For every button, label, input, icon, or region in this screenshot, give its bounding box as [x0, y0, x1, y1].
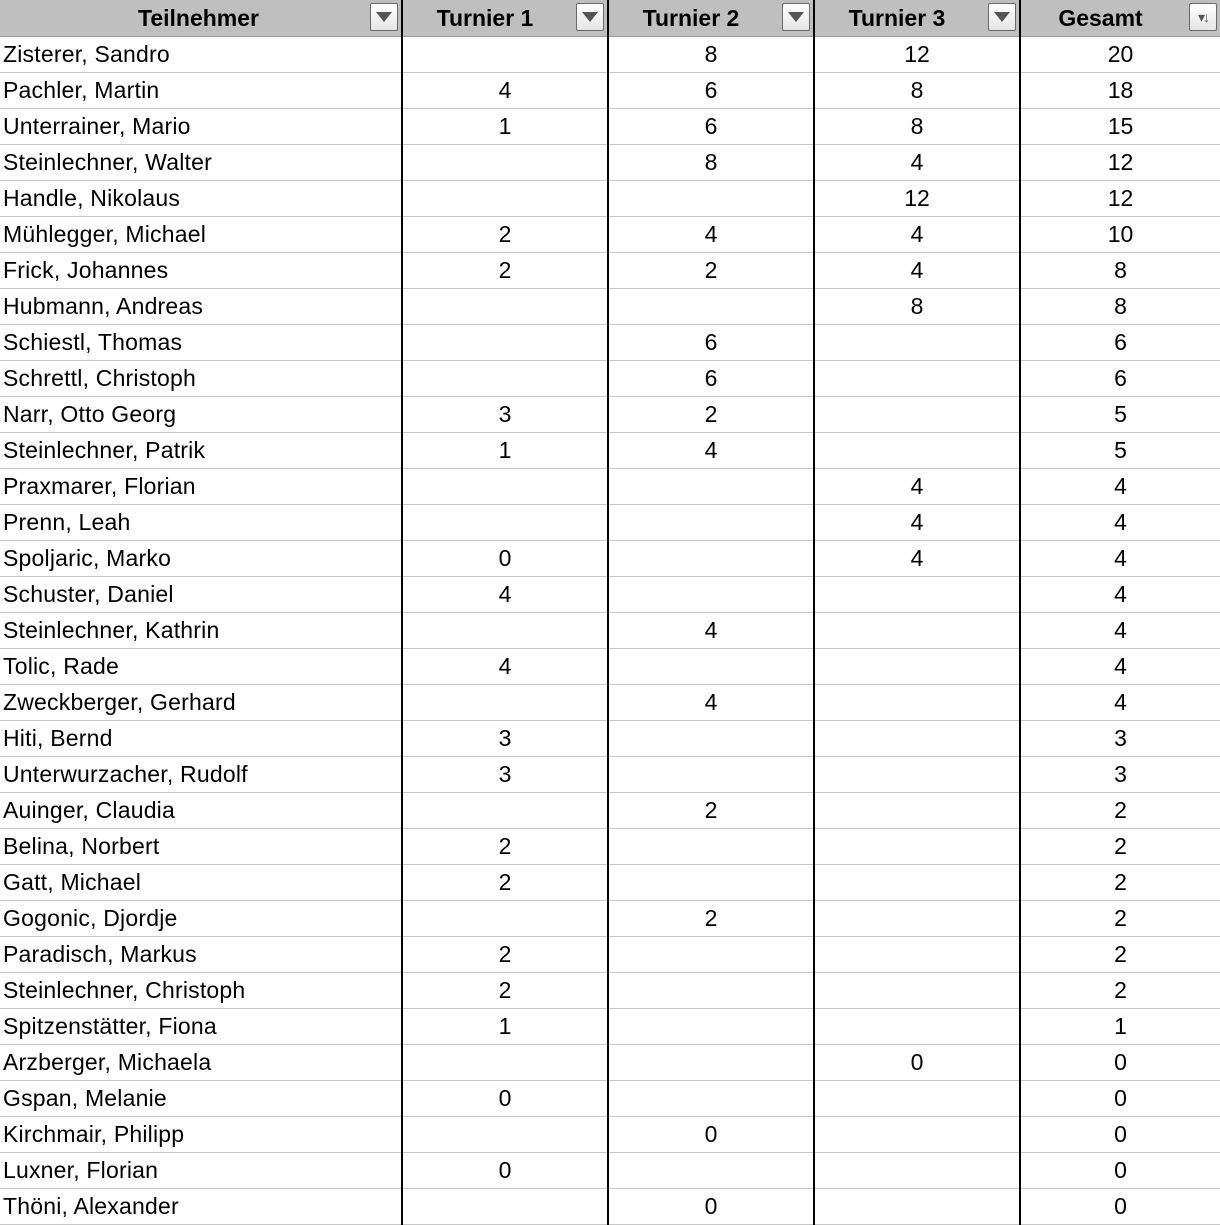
tournament-1-cell[interactable]: 0: [402, 541, 608, 577]
tournament-3-cell[interactable]: [814, 793, 1020, 829]
participant-name-cell[interactable]: Arzberger, Michaela: [0, 1045, 402, 1081]
table-row: [0, 73, 1220, 109]
tournament-2-cell[interactable]: [608, 829, 814, 865]
tournament-1-cell[interactable]: [402, 361, 608, 397]
participant-name-cell[interactable]: Steinlechner, Patrik: [0, 433, 402, 469]
tournament-3-cell[interactable]: [814, 937, 1020, 973]
total-cell[interactable]: 4: [1020, 649, 1220, 685]
dropdown-arrow-icon: [788, 12, 804, 22]
total-cell[interactable]: 1: [1020, 1009, 1220, 1045]
tournament-2-cell[interactable]: 0: [608, 1189, 814, 1225]
header-tournament-3: [814, 0, 1020, 37]
table-row: [0, 1045, 1220, 1081]
tournament-2-cell[interactable]: 8: [608, 145, 814, 181]
tournament-3-cell[interactable]: [814, 973, 1020, 1009]
tournament-3-cell[interactable]: 4: [814, 469, 1020, 505]
tournament-1-cell[interactable]: [402, 289, 608, 325]
tournament-3-cell[interactable]: 8: [814, 289, 1020, 325]
tournament-3-cell[interactable]: [814, 649, 1020, 685]
header-participant: [0, 0, 402, 37]
tournament-3-cell[interactable]: [814, 901, 1020, 937]
tournament-3-cell[interactable]: [814, 721, 1020, 757]
tournament-1-cell[interactable]: 2: [402, 937, 608, 973]
tournament-3-cell[interactable]: [814, 433, 1020, 469]
tournament-1-cell[interactable]: 2: [402, 253, 608, 289]
table-row: [0, 1009, 1220, 1045]
table-row: [0, 37, 1220, 73]
total-cell[interactable]: 0: [1020, 1045, 1220, 1081]
tournament-3-cell[interactable]: [814, 361, 1020, 397]
table-row: [0, 253, 1220, 289]
tournament-2-cell[interactable]: 6: [608, 325, 814, 361]
total-cell[interactable]: 10: [1020, 217, 1220, 253]
tournament-1-cell[interactable]: [402, 793, 608, 829]
table-row: [0, 541, 1220, 577]
participant-name-cell[interactable]: Paradisch, Markus: [0, 937, 402, 973]
total-cell[interactable]: 0: [1020, 1153, 1220, 1189]
tournament-2-cell[interactable]: [608, 505, 814, 541]
tournament-2-cell[interactable]: 2: [608, 253, 814, 289]
total-cell[interactable]: 5: [1020, 433, 1220, 469]
total-cell[interactable]: 0: [1020, 1117, 1220, 1153]
tournament-3-cell[interactable]: 12: [814, 37, 1020, 73]
participant-name-cell[interactable]: Auinger, Claudia: [0, 793, 402, 829]
table-row: [0, 109, 1220, 145]
tournament-2-cell[interactable]: [608, 1045, 814, 1081]
participant-name-cell[interactable]: Unterwurzacher, Rudolf: [0, 757, 402, 793]
tournament-3-cell[interactable]: [814, 757, 1020, 793]
participant-name-cell[interactable]: Schuster, Daniel: [0, 577, 402, 613]
total-cell[interactable]: 0: [1020, 1189, 1220, 1225]
tournament-3-cell[interactable]: [814, 685, 1020, 721]
participant-name-cell[interactable]: Frick, Johannes: [0, 253, 402, 289]
table-row: [0, 721, 1220, 757]
tournament-3-cell[interactable]: 4: [814, 541, 1020, 577]
total-cell[interactable]: 5: [1020, 397, 1220, 433]
tournament-1-cell[interactable]: [402, 685, 608, 721]
header-tournament-2: [608, 0, 814, 37]
header-total: [1020, 0, 1220, 37]
tournament-2-cell[interactable]: [608, 469, 814, 505]
total-cell[interactable]: 18: [1020, 73, 1220, 109]
table-row: [0, 937, 1220, 973]
participant-name-cell[interactable]: Praxmarer, Florian: [0, 469, 402, 505]
tournament-1-cell[interactable]: 1: [402, 1009, 608, 1045]
tournament-3-cell[interactable]: 4: [814, 505, 1020, 541]
total-cell[interactable]: 8: [1020, 253, 1220, 289]
participant-name-cell[interactable]: Gogonic, Djordje: [0, 901, 402, 937]
tournament-2-cell[interactable]: [608, 577, 814, 613]
table-row: [0, 793, 1220, 829]
tournament-3-cell[interactable]: [814, 1081, 1020, 1117]
tournament-3-cell[interactable]: [814, 865, 1020, 901]
tournament-2-cell[interactable]: [608, 289, 814, 325]
tournament-1-cell[interactable]: [402, 1045, 608, 1081]
tournament-1-cell[interactable]: 2: [402, 865, 608, 901]
tournament-2-cell[interactable]: [608, 181, 814, 217]
tournament-3-cell[interactable]: 4: [814, 253, 1020, 289]
total-cell[interactable]: 3: [1020, 721, 1220, 757]
table-row: [0, 469, 1220, 505]
participant-name-cell[interactable]: Thöni, Alexander: [0, 1189, 402, 1225]
table-row: [0, 613, 1220, 649]
header-label: Gesamt: [1058, 5, 1143, 31]
table-row: [0, 181, 1220, 217]
tournament-3-cell[interactable]: 0: [814, 1045, 1020, 1081]
tournament-3-cell[interactable]: 4: [814, 145, 1020, 181]
tournament-1-cell[interactable]: 2: [402, 973, 608, 1009]
header-label: Teilnehmer: [138, 5, 259, 31]
total-cell[interactable]: 4: [1020, 613, 1220, 649]
tournament-2-cell[interactable]: 4: [608, 433, 814, 469]
table-row: [0, 865, 1220, 901]
filter-dropdown-button[interactable]: [988, 3, 1016, 31]
tournament-3-cell[interactable]: [814, 1117, 1020, 1153]
tournament-1-cell[interactable]: 1: [402, 109, 608, 145]
tournament-2-cell[interactable]: 4: [608, 613, 814, 649]
tournament-1-cell[interactable]: [402, 325, 608, 361]
tournament-2-cell[interactable]: [608, 1153, 814, 1189]
tournament-2-cell[interactable]: [608, 721, 814, 757]
tournament-2-cell[interactable]: 6: [608, 361, 814, 397]
table-row: [0, 649, 1220, 685]
total-cell[interactable]: 15: [1020, 109, 1220, 145]
sort-descending-icon: ▾↓: [1197, 9, 1209, 25]
tournament-2-cell[interactable]: 2: [608, 793, 814, 829]
tournament-2-cell[interactable]: [608, 865, 814, 901]
tournament-2-cell[interactable]: [608, 649, 814, 685]
total-cell[interactable]: 2: [1020, 829, 1220, 865]
total-cell[interactable]: 6: [1020, 325, 1220, 361]
table-row: [0, 145, 1220, 181]
participant-name-cell[interactable]: Mühlegger, Michael: [0, 217, 402, 253]
table-row: [0, 1081, 1220, 1117]
tournament-1-cell[interactable]: [402, 1189, 608, 1225]
header-row: [0, 0, 1220, 37]
participant-name-cell[interactable]: Kirchmair, Philipp: [0, 1117, 402, 1153]
table-row: [0, 397, 1220, 433]
tournament-1-cell[interactable]: 3: [402, 721, 608, 757]
tournament-3-cell[interactable]: [814, 1009, 1020, 1045]
header-tournament-1: [402, 0, 608, 37]
table-row: [0, 829, 1220, 865]
participant-name-cell[interactable]: Hubmann, Andreas: [0, 289, 402, 325]
tournament-1-cell[interactable]: 2: [402, 217, 608, 253]
tournament-2-cell[interactable]: 2: [608, 901, 814, 937]
tournament-1-cell[interactable]: 0: [402, 1081, 608, 1117]
tournament-3-cell[interactable]: [814, 325, 1020, 361]
total-cell[interactable]: 2: [1020, 901, 1220, 937]
participant-name-cell[interactable]: Steinlechner, Walter: [0, 145, 402, 181]
tournament-3-cell[interactable]: [814, 1153, 1020, 1189]
participant-name-cell[interactable]: Spoljaric, Marko: [0, 541, 402, 577]
total-cell[interactable]: 6: [1020, 361, 1220, 397]
tournament-1-cell[interactable]: 4: [402, 73, 608, 109]
participant-name-cell[interactable]: Gatt, Michael: [0, 865, 402, 901]
total-cell[interactable]: 8: [1020, 289, 1220, 325]
participant-name-cell[interactable]: Schrettl, Christoph: [0, 361, 402, 397]
participant-name-cell[interactable]: Tolic, Rade: [0, 649, 402, 685]
tournament-1-cell[interactable]: 3: [402, 397, 608, 433]
total-cell[interactable]: 4: [1020, 541, 1220, 577]
participant-name-cell[interactable]: Narr, Otto Georg: [0, 397, 402, 433]
tournament-3-cell[interactable]: [814, 577, 1020, 613]
tournament-1-cell[interactable]: 3: [402, 757, 608, 793]
tournament-1-cell[interactable]: 1: [402, 433, 608, 469]
total-cell[interactable]: 12: [1020, 145, 1220, 181]
tournament-1-cell[interactable]: [402, 145, 608, 181]
tournament-1-cell[interactable]: [402, 1117, 608, 1153]
total-cell[interactable]: 3: [1020, 757, 1220, 793]
tournament-3-cell[interactable]: 8: [814, 109, 1020, 145]
tournament-2-cell[interactable]: [608, 541, 814, 577]
tournament-1-cell[interactable]: [402, 181, 608, 217]
table-row: [0, 433, 1220, 469]
tournament-2-cell[interactable]: 8: [608, 37, 814, 73]
dropdown-arrow-icon: [994, 12, 1010, 22]
tournament-3-cell[interactable]: [814, 613, 1020, 649]
tournament-2-cell[interactable]: [608, 757, 814, 793]
total-cell[interactable]: 2: [1020, 865, 1220, 901]
tournament-1-cell[interactable]: [402, 901, 608, 937]
tournament-3-cell[interactable]: [814, 397, 1020, 433]
tournament-2-cell[interactable]: [608, 937, 814, 973]
participant-name-cell[interactable]: Pachler, Martin: [0, 73, 402, 109]
tournament-2-cell[interactable]: 2: [608, 397, 814, 433]
participant-name-cell[interactable]: Unterrainer, Mario: [0, 109, 402, 145]
participant-name-cell[interactable]: Schiestl, Thomas: [0, 325, 402, 361]
participant-name-cell[interactable]: Steinlechner, Christoph: [0, 973, 402, 1009]
table-row: [0, 757, 1220, 793]
filter-dropdown-button[interactable]: [370, 3, 398, 31]
total-cell[interactable]: 2: [1020, 793, 1220, 829]
total-cell[interactable]: 2: [1020, 937, 1220, 973]
tournament-3-cell[interactable]: 12: [814, 181, 1020, 217]
dropdown-arrow-icon: [376, 12, 392, 22]
tournament-1-cell[interactable]: 2: [402, 829, 608, 865]
table-row: [0, 973, 1220, 1009]
tournament-1-cell[interactable]: 4: [402, 577, 608, 613]
total-cell[interactable]: 4: [1020, 469, 1220, 505]
tournament-1-cell[interactable]: [402, 37, 608, 73]
tournament-2-cell[interactable]: 6: [608, 73, 814, 109]
dropdown-arrow-icon: [582, 12, 598, 22]
header-label: Turnier 2: [642, 5, 740, 31]
table-row: [0, 577, 1220, 613]
filter-dropdown-button[interactable]: [782, 3, 810, 31]
participant-name-cell[interactable]: Zisterer, Sandro: [0, 37, 402, 73]
total-cell[interactable]: 20: [1020, 37, 1220, 73]
participant-name-cell[interactable]: Luxner, Florian: [0, 1153, 402, 1189]
table-row: [0, 1153, 1220, 1189]
total-cell[interactable]: 4: [1020, 685, 1220, 721]
tournament-1-cell[interactable]: [402, 469, 608, 505]
tournament-2-cell[interactable]: 6: [608, 109, 814, 145]
participant-name-cell[interactable]: Spitzenstätter, Fiona: [0, 1009, 402, 1045]
table-row: [0, 1189, 1220, 1225]
table-row: [0, 361, 1220, 397]
tournament-1-cell[interactable]: 0: [402, 1153, 608, 1189]
tournament-3-cell[interactable]: [814, 1189, 1020, 1225]
participant-name-cell[interactable]: Steinlechner, Kathrin: [0, 613, 402, 649]
total-cell[interactable]: 4: [1020, 577, 1220, 613]
header-label: Turnier 1: [436, 5, 534, 31]
tournament-2-cell[interactable]: [608, 1009, 814, 1045]
tournament-2-cell[interactable]: 4: [608, 217, 814, 253]
header-label: Turnier 3: [848, 5, 946, 31]
tournament-1-cell[interactable]: 4: [402, 649, 608, 685]
participant-name-cell[interactable]: Prenn, Leah: [0, 505, 402, 541]
tournament-2-cell[interactable]: 0: [608, 1117, 814, 1153]
tournament-3-cell[interactable]: 4: [814, 217, 1020, 253]
sort-filter-button[interactable]: [1189, 3, 1217, 31]
participant-name-cell[interactable]: Hiti, Bernd: [0, 721, 402, 757]
tournament-2-cell[interactable]: [608, 1081, 814, 1117]
tournament-1-cell[interactable]: [402, 613, 608, 649]
total-cell[interactable]: 2: [1020, 973, 1220, 1009]
tournament-3-cell[interactable]: [814, 829, 1020, 865]
tournament-2-cell[interactable]: 4: [608, 685, 814, 721]
total-cell[interactable]: 4: [1020, 505, 1220, 541]
participant-name-cell[interactable]: Handle, Nikolaus: [0, 181, 402, 217]
table-row: [0, 505, 1220, 541]
participant-name-cell[interactable]: Gspan, Melanie: [0, 1081, 402, 1117]
table-row: [0, 1117, 1220, 1153]
tournament-2-cell[interactable]: [608, 973, 814, 1009]
tournament-1-cell[interactable]: [402, 505, 608, 541]
table-row: [0, 685, 1220, 721]
total-cell[interactable]: 12: [1020, 181, 1220, 217]
table-row: [0, 289, 1220, 325]
table-row: [0, 325, 1220, 361]
table-row: [0, 901, 1220, 937]
participant-name-cell[interactable]: Belina, Norbert: [0, 829, 402, 865]
table-body: [0, 37, 1220, 1225]
filter-dropdown-button[interactable]: [576, 3, 604, 31]
participant-name-cell[interactable]: Zweckberger, Gerhard: [0, 685, 402, 721]
tournament-3-cell[interactable]: 8: [814, 73, 1020, 109]
table-row: [0, 217, 1220, 253]
total-cell[interactable]: 0: [1020, 1081, 1220, 1117]
